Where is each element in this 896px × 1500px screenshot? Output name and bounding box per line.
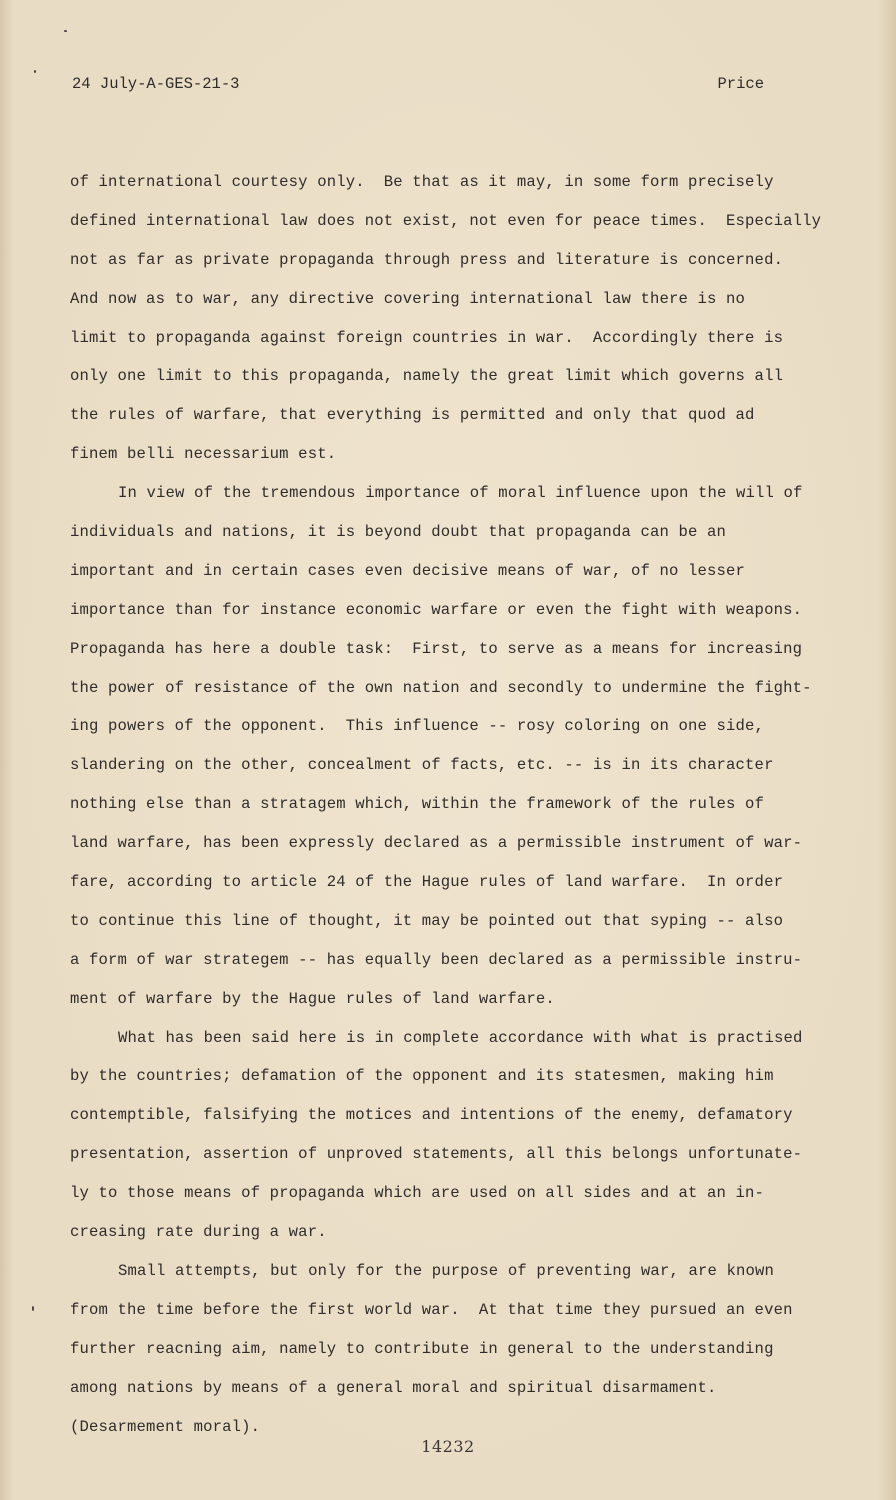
text-line: the power of resistance of the own nation and secondly to undermine the fight-	[70, 678, 812, 697]
paragraph	[70, 1256, 840, 1450]
text-line: by the countries; defamation of the opponent and its statesmen, making him	[70, 1067, 774, 1086]
text-line: ing powers of the opponent. This influence -- rosy coloring on one side,	[70, 717, 765, 736]
text-line: defined international law does not exist, not even for peace times. Especially	[70, 211, 822, 230]
text-line: not as far as private propaganda through press and literature is concerned.	[70, 250, 784, 269]
text-line: individuals and nations, it is beyond doubt that propaganda can be an	[70, 523, 727, 542]
scan-speck	[64, 30, 67, 32]
text-line: ment of warfare by the Hague rules of land warfare.	[70, 989, 555, 1008]
paragraph	[70, 167, 840, 478]
page-header	[72, 72, 764, 96]
scan-speck	[34, 70, 36, 73]
text-line: Small attempts, but only for the purpose of preventing war, are known	[118, 1261, 775, 1280]
text-line: In view of the tremendous importance of moral influence upon the will of	[118, 484, 803, 503]
scan-speck	[32, 1306, 34, 1311]
text-line: further reacning aim, namely to contribute in general to the understanding	[70, 1339, 774, 1358]
text-line: Propaganda has here a double task: First, to serve as a means for increasing	[70, 639, 803, 658]
text-line: presentation, assertion of unproved statements, all this belongs unfortunate-	[70, 1145, 803, 1164]
text-line: (Desarmement moral).	[70, 1417, 261, 1436]
text-line: among nations by means of a general moral and spiritual disarmament.	[70, 1378, 717, 1397]
text-line: to continue this line of thought, it may be pointed out that syping -- also	[70, 911, 784, 930]
text-line: important and in certain cases even decisive means of war, of no lesser	[70, 561, 746, 580]
text-line: And now as to war, any directive covering international law there is no	[70, 289, 746, 308]
text-line: limit to propaganda against foreign countries in war. Accordingly there is	[70, 328, 784, 347]
text-line: contemptible, falsifying the motices and intentions of the enemy, defamatory	[70, 1106, 793, 1125]
paragraph	[70, 478, 840, 1022]
document-reference: 24 July-A-GES-21-3	[72, 75, 240, 93]
text-line: the rules of warfare, that everything is permitted and only that quod ad	[70, 406, 755, 425]
text-line: of international courtesy only. Be that as it may, in some form precisely	[70, 173, 774, 191]
text-line: from the time before the first world war. At that time they pursued an even	[70, 1300, 793, 1319]
text-line: ly to those means of propaganda which are used on all sides and at an in-	[70, 1184, 765, 1203]
text-line: only one limit to this propaganda, namely the great limit which governs all	[70, 367, 784, 386]
page-number: 14232	[421, 1437, 475, 1456]
paragraph	[70, 1023, 840, 1256]
text-line: land warfare, has been expressly declared as a permissible instrument of war-	[70, 834, 803, 853]
text-line: importance than for instance economic warfare or even the fight with weapons.	[70, 600, 803, 619]
text-line: fare, according to article 24 of the Hague rules of land warfare. In order	[70, 873, 784, 892]
text-line: a form of war strategem -- has equally been declared as a permissible instru-	[70, 950, 803, 969]
text-line: creasing rate during a war.	[70, 1223, 327, 1242]
text-line: finem belli necessarium est.	[70, 445, 337, 464]
text-line: nothing else than a stratagem which, within the framework of the rules of	[70, 795, 765, 814]
text-line: slandering on the other, concealment of facts, etc. -- is in its character	[70, 756, 774, 775]
transcript-body	[70, 167, 840, 1450]
text-line: What has been said here is in complete accordance with what is practised	[118, 1028, 803, 1047]
speaker-name: Price	[717, 75, 764, 93]
